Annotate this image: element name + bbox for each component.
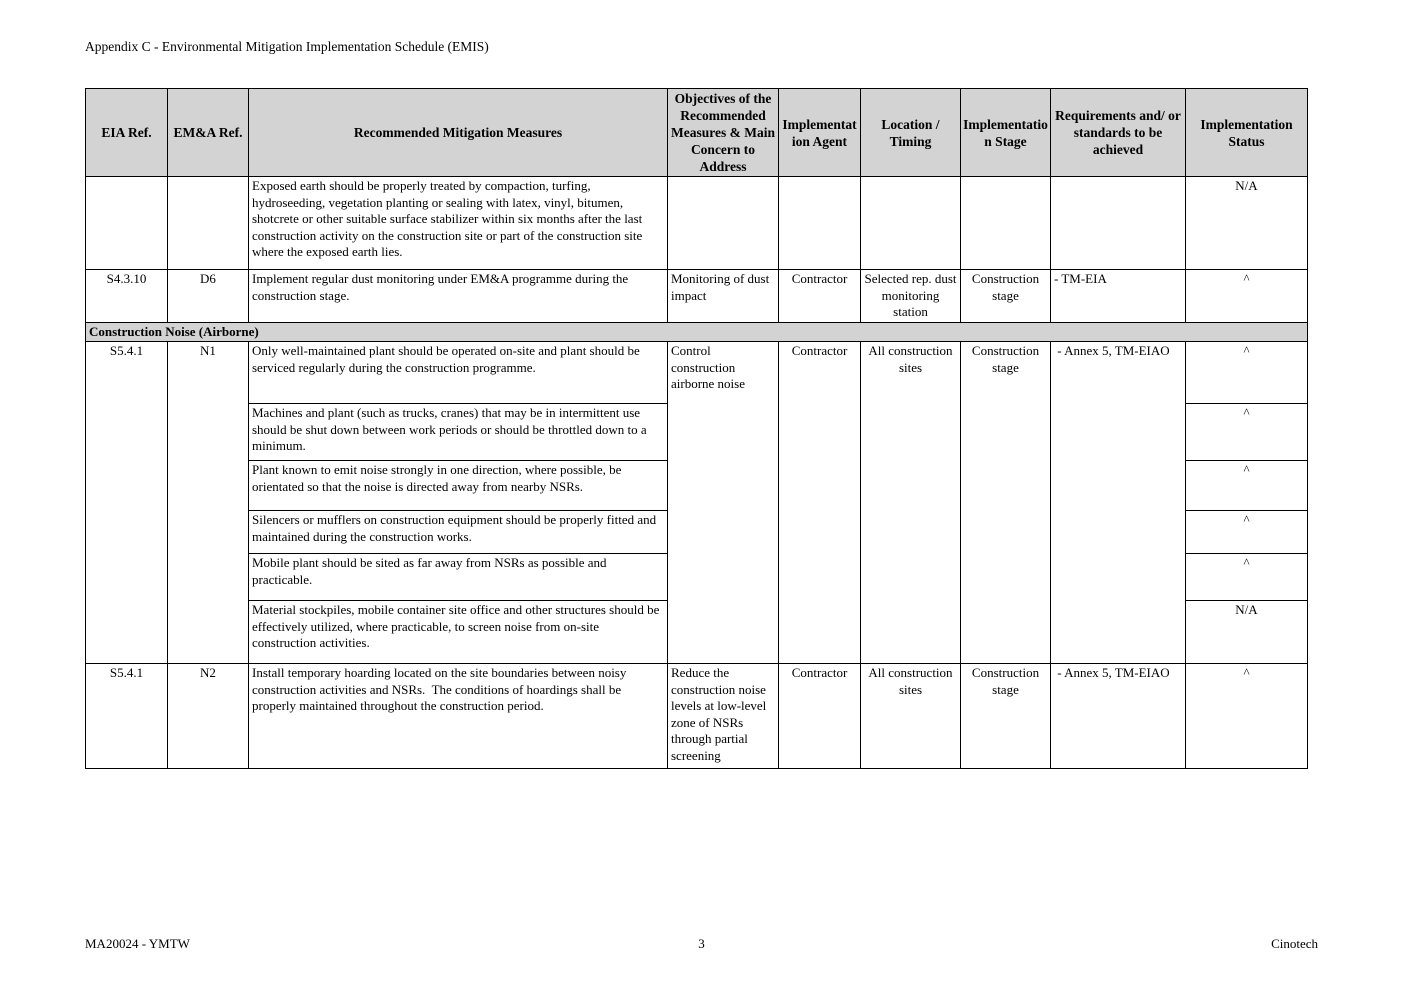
col-header-requirements: Requirements and/ or standards to be achieved	[1051, 89, 1186, 177]
cell-measure: Install temporary hoarding located on the site boundaries between noisy construction activities and NSRs. The conditions of hoardings shall be properly maintained throughout the construction period.	[249, 664, 668, 769]
col-header-eia-ref: EIA Ref.	[86, 89, 168, 177]
footer-company: Cinotech	[1271, 936, 1318, 951]
cell-objective	[668, 177, 779, 270]
table-row-continuation	[86, 177, 1308, 270]
cell-status: ^	[1186, 342, 1308, 404]
cell-measure: Silencers or mufflers on construction equipment should be properly fitted and maintained during the construction works.	[249, 511, 668, 554]
cell-agent: Contractor	[779, 342, 861, 664]
col-header-objectives: Objectives of the Recommended Measures & Main Concern to Address	[668, 89, 779, 177]
table-header-row	[86, 89, 1308, 177]
cell-location: All construction sites	[861, 342, 961, 664]
table-row-n2	[86, 664, 1308, 769]
cell-agent	[779, 177, 861, 270]
cell-measure: Exposed earth should be properly treated by compaction, turfing, hydroseeding, vegetation planting or sealing with latex, vinyl, bitumen, shotcrete or other suitable surface stabilizer within six months after the last construction activity on the construction site or part of the construction site where the exposed earth lies.	[249, 177, 668, 270]
col-header-ema-ref: EM&A Ref.	[168, 89, 249, 177]
footer-project-code: MA20024 - YMTW	[85, 936, 190, 951]
cell-stage	[961, 177, 1051, 270]
cell-objective: Monitoring of dust impact	[668, 270, 779, 323]
cell-status: ^	[1186, 461, 1308, 511]
cell-status: ^	[1186, 664, 1308, 769]
cell-eia-ref	[86, 177, 168, 270]
cell-status: ^	[1186, 554, 1308, 601]
col-header-location-timing: Location / Timing	[861, 89, 961, 177]
emis-table	[85, 88, 1308, 769]
footer-page-number: 3	[698, 936, 705, 951]
page-title: Appendix C - Environmental Mitigation Implementation Schedule (EMIS)	[85, 39, 489, 54]
cell-objective: Reduce the construction noise levels at low-level zone of NSRs through partial screening	[668, 664, 779, 769]
cell-requirements	[1051, 177, 1186, 270]
section-header-row	[86, 322, 1308, 342]
cell-requirements: - TM-EIA	[1051, 270, 1186, 323]
section-header-label: Construction Noise (Airborne)	[86, 322, 1308, 342]
cell-ema-ref: D6	[168, 270, 249, 323]
cell-measure: Machines and plant (such as trucks, cranes) that may be in intermittent use should be shut down between work periods or should be throttled down to a minimum.	[249, 404, 668, 461]
cell-requirements: - Annex 5, TM-EIAO	[1051, 342, 1186, 664]
cell-requirements: - Annex 5, TM-EIAO	[1051, 664, 1186, 769]
cell-stage: Construction stage	[961, 342, 1051, 664]
cell-ema-ref: N1	[168, 342, 249, 664]
cell-objective: Control construction airborne noise	[668, 342, 779, 664]
cell-measure: Plant known to emit noise strongly in one direction, where possible, be orientated so that the noise is directed away from nearby NSRs.	[249, 461, 668, 511]
cell-location: Selected rep. dust monitoring station	[861, 270, 961, 323]
cell-location: All construction sites	[861, 664, 961, 769]
cell-eia-ref: S5.4.1	[86, 664, 168, 769]
col-header-agent: Implementation Agent	[779, 89, 861, 177]
table-row-n1-measure-1	[86, 342, 1308, 404]
cell-status: ^	[1186, 404, 1308, 461]
table-row-d6	[86, 270, 1308, 323]
cell-ema-ref	[168, 177, 249, 270]
cell-status: N/A	[1186, 601, 1308, 664]
cell-status: ^	[1186, 511, 1308, 554]
col-header-status: Implementation Status	[1186, 89, 1308, 177]
cell-stage: Construction stage	[961, 270, 1051, 323]
cell-status: ^	[1186, 270, 1308, 323]
cell-eia-ref: S4.3.10	[86, 270, 168, 323]
col-header-measures: Recommended Mitigation Measures	[249, 89, 668, 177]
cell-measure: Material stockpiles, mobile container site office and other structures should be effectively utilized, where practicable, to screen noise from on-site construction activities.	[249, 601, 668, 664]
cell-stage: Construction stage	[961, 664, 1051, 769]
cell-measure: Only well-maintained plant should be operated on-site and plant should be serviced regularly during the construction programme.	[249, 342, 668, 404]
cell-status: N/A	[1186, 177, 1308, 270]
col-header-stage: Implementation Stage	[961, 89, 1051, 177]
cell-ema-ref: N2	[168, 664, 249, 769]
cell-measure: Mobile plant should be sited as far away from NSRs as possible and practicable.	[249, 554, 668, 601]
cell-agent: Contractor	[779, 270, 861, 323]
cell-eia-ref: S5.4.1	[86, 342, 168, 664]
cell-measure: Implement regular dust monitoring under EM&A programme during the construction stage.	[249, 270, 668, 323]
cell-agent: Contractor	[779, 664, 861, 769]
cell-location	[861, 177, 961, 270]
